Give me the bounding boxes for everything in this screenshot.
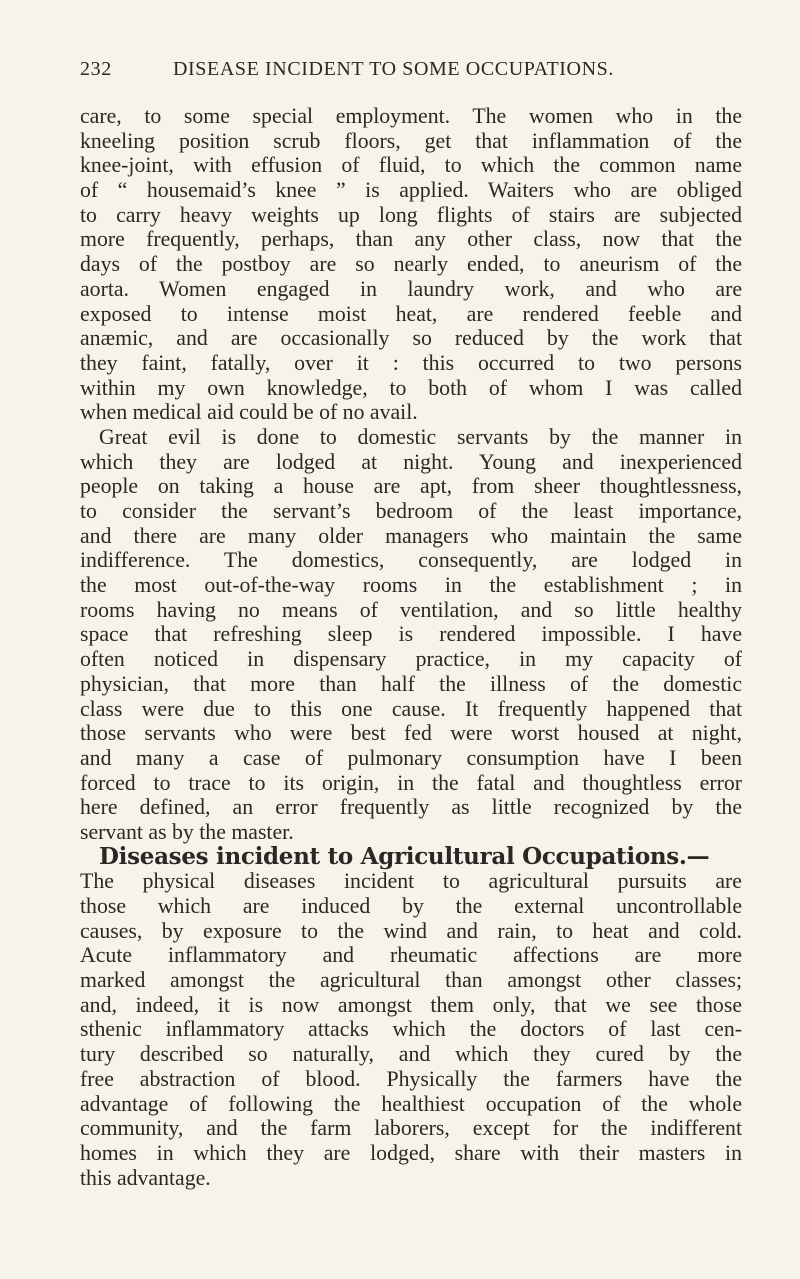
text-line: advantage of following the healthiest occupation of the whole [80, 1091, 742, 1116]
text-line: days of the postboy are so nearly ended, to aneurism of the [80, 252, 742, 277]
text-line: tury described so naturally, and which they cured by the [80, 1042, 742, 1067]
text-line: forced to trace to its origin, in the fatal and thoughtless error [80, 770, 742, 795]
text-line: of “ housemaid’s knee ” is applied. Waiters who are obliged [80, 178, 742, 203]
text-line: people on taking a house are apt, from sheer thoughtlessness, [80, 474, 742, 499]
text-line: indifference. The domestics, consequently, are lodged in [80, 548, 742, 573]
text-line: The physical diseases incident to agricultural pursuits are [80, 869, 742, 894]
text-line: to consider the servant’s bedroom of the least importance, [80, 499, 742, 523]
text-line: marked amongst the agricultural than amongst other classes; [80, 968, 742, 993]
text-line: kneeling position scrub floors, get that inflammation of the [80, 128, 742, 153]
text-line: physician, that more than half the illness of the domestic [80, 671, 742, 696]
running-head [80, 58, 740, 88]
body-text [80, 104, 742, 1190]
text-line: this advantage. [80, 1165, 211, 1190]
text-line: free abstraction of blood. Physically the farmers have the [80, 1066, 742, 1091]
text-line: class were due to this one cause. It frequently happened that [80, 696, 742, 721]
text-line: within my own knowledge, to both of whom I was called [80, 375, 742, 400]
text-line: aorta. Women engaged in laundry work, and who are [80, 276, 742, 301]
running-title: DISEASE INCIDENT TO SOME OCCUPATIONS. [173, 58, 614, 80]
text-line: community, and the farm laborers, except for the indifferent [80, 1116, 742, 1141]
text-line: exposed to intense moist heat, are rendered feeble and [80, 301, 742, 326]
section-heading: Diseases incident to Agricultural Occupations.— [99, 842, 710, 870]
text-line: they faint, fatally, over it : this occurred to two persons [80, 350, 742, 375]
text-line: and many a case of pulmonary consumption have I been [80, 745, 742, 770]
text-line: care, to some special employment. The women who in the [80, 104, 742, 128]
text-line: Great evil is done to domestic servants by the manner in [99, 424, 742, 449]
text-line: those servants who were best fed were worst housed at night, [80, 721, 742, 746]
text-line: and, indeed, it is now amongst them only, that we see those [80, 992, 742, 1017]
text-line: those which are induced by the external uncontrollable [80, 894, 742, 918]
text-line: homes in which they are lodged, share with their masters in [80, 1140, 742, 1165]
text-line: sthenic inflammatory attacks which the doctors of last cen- [80, 1017, 742, 1042]
text-line: causes, by exposure to the wind and rain, to heat and cold. [80, 918, 742, 943]
text-line: and there are many older managers who maintain the same [80, 523, 742, 548]
text-line: Acute inflammatory and rheumatic affections are more [80, 943, 742, 968]
text-line: space that refreshing sleep is rendered impossible. I have [80, 622, 742, 647]
text-line: here defined, an error frequently as little recognized by the [80, 795, 742, 820]
text-line: more frequently, perhaps, than any other class, now that the [80, 227, 742, 252]
text-line: knee-joint, with effusion of fluid, to which the common name [80, 153, 742, 178]
text-line: often noticed in dispensary practice, in my capacity of [80, 647, 742, 672]
page-number: 232 [80, 58, 112, 80]
text-line: which they are lodged at night. Young and inexperienced [80, 449, 742, 474]
text-line: to carry heavy weights up long flights of stairs are subjected [80, 202, 742, 227]
text-line: when medical aid could be of no avail. [80, 400, 418, 425]
text-line: servant as by the master. [80, 819, 294, 844]
text-line: anæmic, and are occasionally so reduced by the work that [80, 326, 742, 351]
text-line: rooms having no means of ventilation, and so little healthy [80, 597, 742, 622]
text-line: the most out-of-the-way rooms in the establishment ; in [80, 573, 742, 598]
